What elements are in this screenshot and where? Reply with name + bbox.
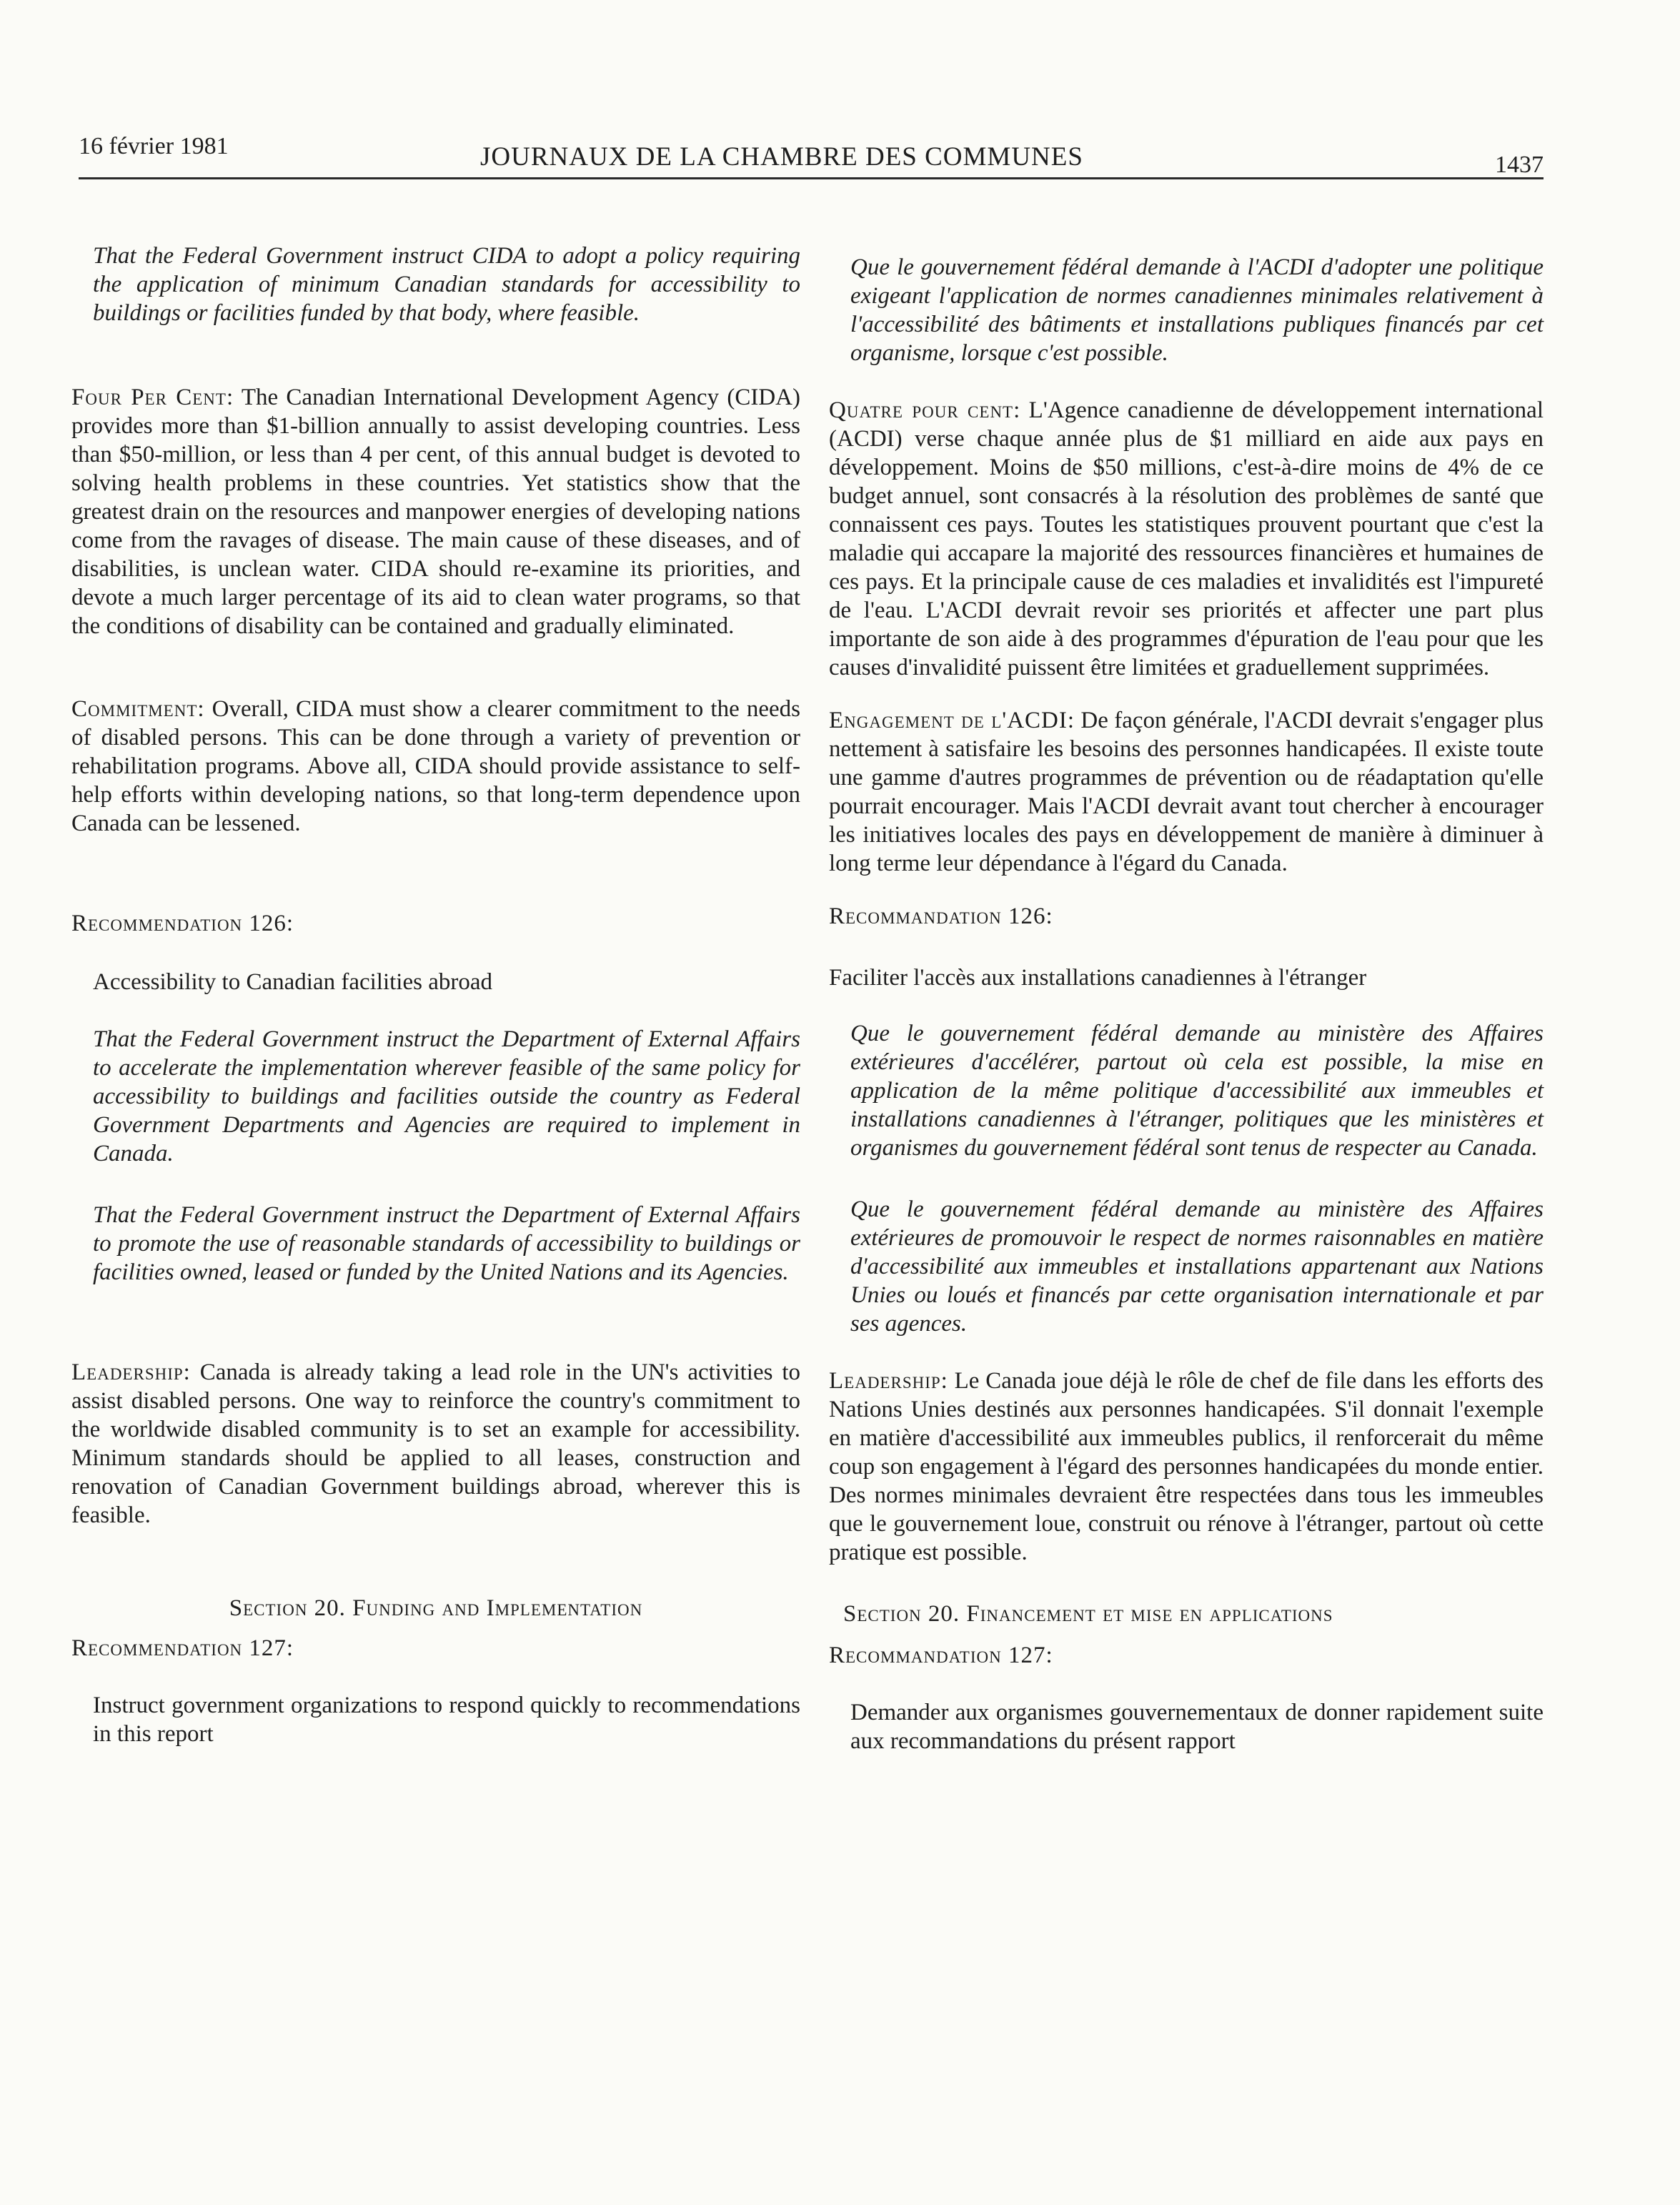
french-column xyxy=(829,229,1544,1755)
header-title: JOURNAUX DE LA CHAMBRE DES COMMUNES xyxy=(480,142,1083,172)
engagement-text: De façon générale, l'ACDI devrait s'engager plus nettement à satisfaire les besoins des personnes handicapées. Il existe toute une gamme d'autres programmes de prévention ou de réadaptation qu'elle pourrait encourager. Mais l'ACDI devrait avant tout chercher à encourager les initiatives locales des pays en développement de manière à diminuer à long terme leur dépendance à l'égard du Canada. xyxy=(829,708,1544,876)
quatre-pour-cent-text: L'Agence canadienne de développement international (ACDI) verse chaque année plus de $1 milliard en aide aux pays en développement. Moins de $50 millions, c'est-à-dire moins de 4% de ce budget annuel, sont consacrés à la résolution des problèmes de santé que connaissent ces pays. Toutes les statistiques prouvent pourtant que c'est la maladie qui accapare la majorité des ressources financières et humaines de ces pays. Et la principale cause de ces maladies et invalidités est l'impureté de l'eau. L'ACDI devrait revoir ses priorités et affecter une part plus importante de son aide à des programmes d'épuration de l'eau pour que les causes d'invalidité puissent être limitées et graduellement supprimées. xyxy=(829,397,1544,680)
commitment-paragraph xyxy=(71,695,800,838)
recommandation-126-paragraph-1: Que le gouvernement fédéral demande au ministère des Affaires extérieures d'accélérer, partout où cela est possible, la mise en application de la même politique d'accessibilité aux immeubles et installations canadiennes à l'étranger, politiques que les ministères et organismes du gouvernement fédéral sont tenus de respecter au Canada. xyxy=(850,1021,1544,1161)
page-number: 1437 xyxy=(1495,152,1544,178)
page-header xyxy=(79,127,1544,179)
engagement-label: Engagement de l'ACDI: xyxy=(829,708,1075,733)
recommandation-127-text: Demander aux organismes gouvernementaux de donner rapidement suite aux recommandations du présent rapport xyxy=(850,1700,1544,1754)
recommendation-126-heading: Recommendation 126: xyxy=(71,911,294,936)
four-per-cent-text: The Canadian International Development Agency (CIDA) provides more than $1-billion annually to assist developing countries. Less than $50-million, or less than 4 per cent, of this annual budget is devoted to solving health problems in these countries. Yet statistics show that the greatest drain on the resources and manpower energies of developing nations come from the ravages of disease. The main cause of these diseases, and of disabilities, is unclean water. CIDA should re-examine its priorities, and devote a much larger percentage of its aid to clean water programs, so that the conditions of disability can be contained and gradually eliminated. xyxy=(71,385,800,639)
quatre-pour-cent-paragraph xyxy=(829,396,1544,682)
four-per-cent-paragraph xyxy=(71,383,800,640)
recommandation-126-paragraph-2: Que le gouvernement fédéral demande au ministère des Affaires extérieures de promouvoir le respect de normes raisonnables en matière d'accessibilité aux immeubles et installations appartenant aux Nations Unies ou loués et financés par cette organisation internationale et par ses agences. xyxy=(850,1196,1544,1337)
recommendation-127-heading: Recommendation 127: xyxy=(71,1635,294,1661)
four-per-cent-label: Four Per Cent: xyxy=(71,385,234,410)
recommendation-126-title: Accessibility to Canadian facilities abroad xyxy=(93,969,492,995)
commitment-label: Commitment: xyxy=(71,696,205,722)
recommendation-126-paragraph-1: That the Federal Government instruct the Department of External Affairs to accelerate the implementation wherever feasible of the same policy for accessibility to buildings and facilities outside the country as Federal Government Departments and Agencies are required to implement in Canada. xyxy=(93,1026,800,1166)
acdi-policy-paragraph: Que le gouvernement fédéral demande à l'ACDI d'adopter une politique exigeant l'application de normes canadiennes minimales relativement à l'accessibilité des bâtiments et installations publiques financés par cet organisme, lorsque c'est possible. xyxy=(850,254,1544,366)
leadership-fr-paragraph xyxy=(829,1367,1544,1567)
cida-policy-paragraph: That the Federal Government instruct CIDA to adopt a policy requiring the application of minimum Canadian standards for accessibility to buildings or facilities funded by that body, where feasible. xyxy=(93,243,800,326)
recommandation-127-heading: Recommandation 127: xyxy=(829,1642,1053,1668)
recommandation-126-title: Faciliter l'accès aux installations canadiennes à l'étranger xyxy=(829,965,1367,991)
leadership-paragraph xyxy=(71,1358,800,1530)
recommendation-127-text: Instruct government organizations to respond quickly to recommendations in this report xyxy=(93,1693,800,1747)
commitment-text: Overall, CIDA must show a clearer commitment to the needs of disabled persons. This can be done through a variety of prevention or rehabilitation programs. Above all, CIDA should provide assistance to self-help efforts within developing nations, so that long-term dependence upon Canada can be lessened. xyxy=(71,696,800,836)
quatre-pour-cent-label: Quatre pour cent: xyxy=(829,397,1021,423)
english-column xyxy=(71,229,800,1748)
section-20-fr-heading: Section 20. Financement et mise en applications xyxy=(843,1601,1333,1627)
leadership-fr-text: Le Canada joue déjà le rôle de chef de file dans les efforts des Nations Unies destinés aux personnes handicapées. S'il donnait l'exemple en matière d'accessibilité aux immeubles publics, il renforcerait du même coup son engagement à l'égard des personnes handicapées du monde entier. Des normes minimales devraient être respectées dans tous les immeubles que le gouvernement loue, construit ou rénove à l'étranger, partout où cette pratique est possible. xyxy=(829,1368,1544,1565)
engagement-paragraph xyxy=(829,706,1544,878)
recommandation-126-heading: Recommandation 126: xyxy=(829,903,1053,929)
section-20-heading: Section 20. Funding and Implementation xyxy=(229,1595,643,1621)
recommendation-126-paragraph-2: That the Federal Government instruct the Department of External Affairs to promote the use of reasonable standards of accessibility to buildings or facilities owned, leased or funded by the United Nations and its Agencies. xyxy=(93,1202,800,1285)
leadership-text: Canada is already taking a lead role in the UN's activities to assist disabled persons. One way to reinforce the country's commitment to the worldwide disabled community is to set an example for accessibility. Minimum standards should be applied to all leases, construction and renovation of Canadian Government buildings abroad, wherever this is feasible. xyxy=(71,1359,800,1528)
leadership-fr-label: Leadership: xyxy=(829,1368,948,1394)
header-date: 16 février 1981 xyxy=(79,133,229,159)
leadership-label: Leadership: xyxy=(71,1359,191,1385)
